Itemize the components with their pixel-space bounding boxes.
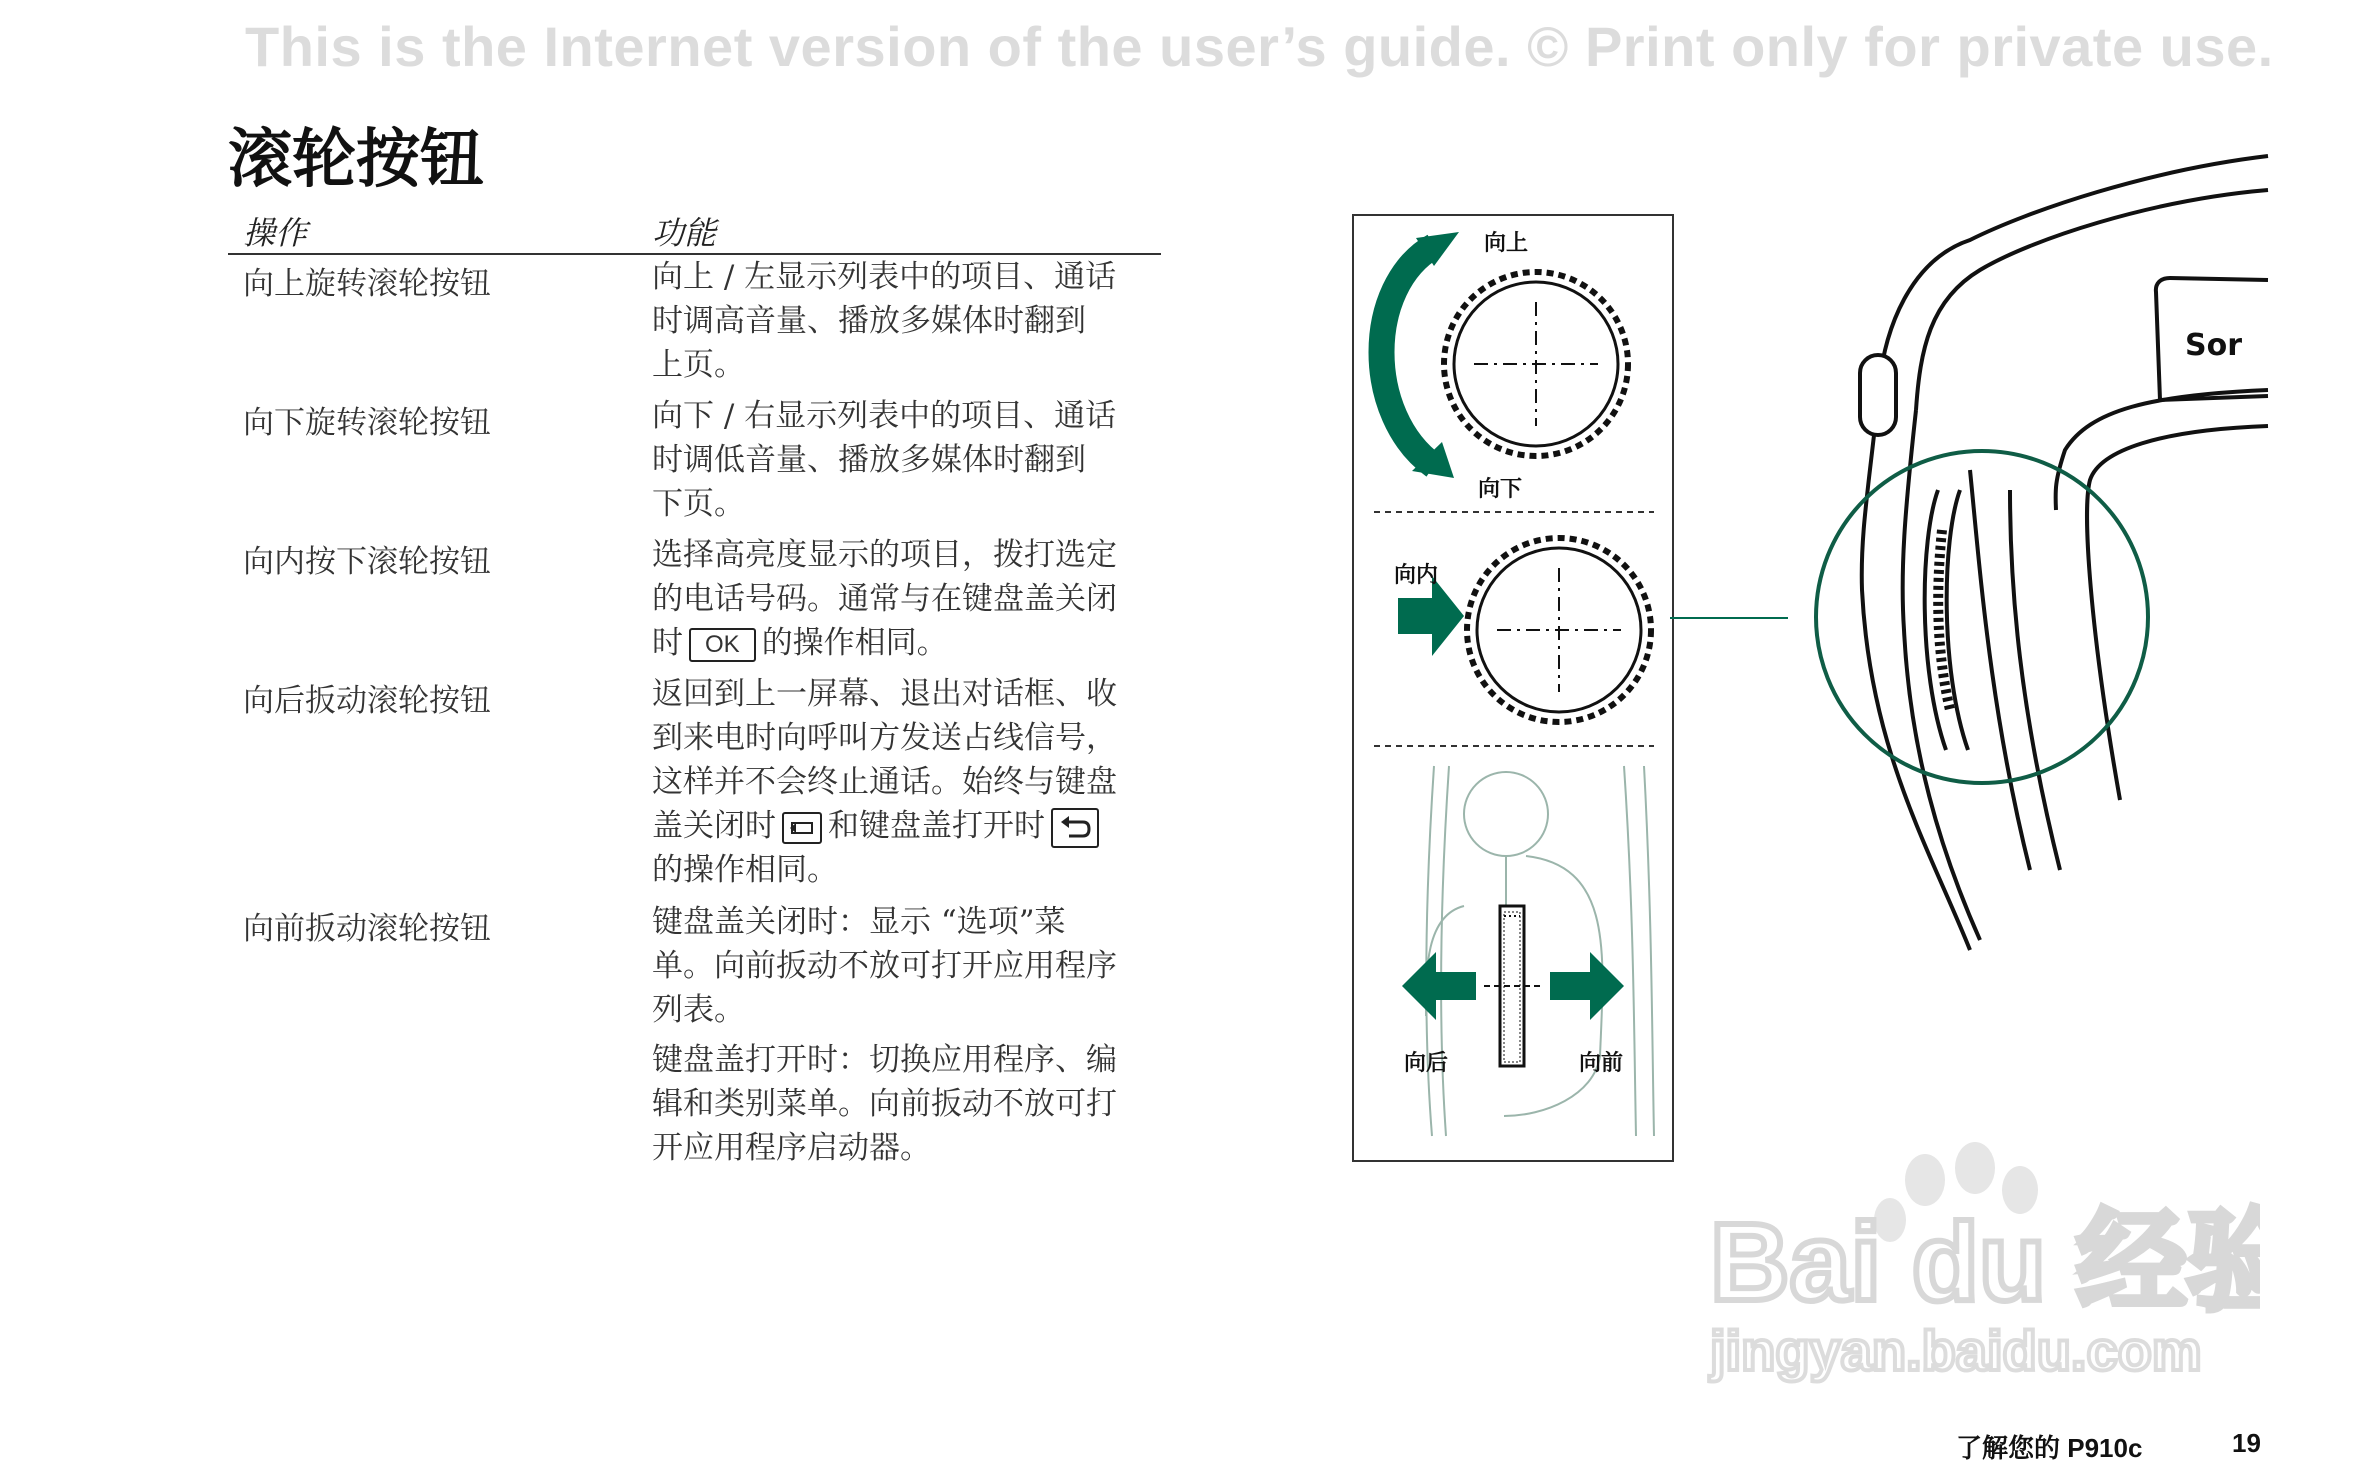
label-down: 向下: [1478, 477, 1523, 502]
gear-icon: [1467, 538, 1651, 722]
function-line: 开应用程序启动器。: [652, 1130, 931, 1166]
gear-icon: [1444, 272, 1628, 456]
function-line: 到来电时向呼叫方发送占线信号，: [652, 720, 1117, 756]
back-key-small-icon: [782, 812, 822, 844]
page-title: 滚轮按钮: [228, 123, 484, 197]
side-button-icon: [1860, 355, 1896, 435]
back-key-large-icon: [1051, 808, 1099, 848]
table-row-function: [652, 394, 1152, 526]
table-row-function: [652, 533, 1152, 665]
baidu-logo-text: Bai du 经验: [1710, 1201, 2260, 1324]
footer-page-number: 19: [2232, 1428, 2261, 1458]
table-row-operation: 向内按下滚轮按钮: [243, 544, 491, 580]
function-line: 向下 / 右显示列表中的项目、通话: [652, 398, 1117, 434]
function-line: 列表。: [652, 992, 745, 1028]
function-line: 键盘盖打开时：切换应用程序、编: [652, 1042, 1117, 1078]
function-line: 下页。: [652, 486, 745, 522]
rotate-arrow-icon: [1382, 246, 1435, 466]
function-line: 辑和类别菜单。向前扳动不放可打: [652, 1086, 1117, 1122]
top-watermark: This is the Internet version of the user’s guide. © Print only for private use.: [245, 15, 2274, 78]
function-line: 返回到上一屏幕、退出对话框、收: [652, 676, 1117, 712]
back-arrow-icon: [1402, 952, 1476, 1020]
scroll-wheel-closeup-icon: [1925, 490, 1968, 750]
label-back: 向后: [1404, 1051, 1449, 1076]
column-header-operation: 操作: [243, 214, 308, 252]
function-line: 时 OK 的操作相同。: [652, 625, 948, 661]
label-in: 向内: [1394, 563, 1439, 588]
label-up: 向上: [1484, 231, 1529, 256]
baidu-url-text: jingyan.baidu.com: [1710, 1319, 2202, 1382]
table-row-function: [652, 672, 1152, 892]
label-forward: 向前: [1579, 1051, 1624, 1076]
function-line: 盖关闭时 和键盘盖打开时: [652, 804, 1152, 848]
table-row-operation: 向上旋转滚轮按钮: [243, 266, 491, 302]
footer-section-title: 了解您的 P910c: [1956, 1433, 2143, 1463]
scroll-wheel-diagram: [1354, 216, 1672, 1160]
function-line: 单。向前扳动不放可打开应用程序: [652, 948, 1117, 984]
phone-side-illustration: [1670, 150, 2270, 970]
function-line: 时调高音量、播放多媒体时翻到: [652, 303, 1086, 339]
function-line: 选择高亮度显示的项目，拨打选定: [652, 537, 1117, 573]
function-line: 上页。: [652, 347, 745, 383]
column-header-function: 功能: [652, 214, 717, 252]
scroll-wheel-figure: [1352, 214, 1674, 1162]
function-line: 这样并不会终止通话。始终与键盘: [652, 764, 1117, 800]
function-line: 键盘盖关闭时：显示 “选项”菜: [652, 904, 1066, 940]
function-line: 的操作相同。: [652, 852, 838, 888]
table-row-operation: 向后扳动滚轮按钮: [243, 683, 491, 719]
function-line: 的电话号码。通常与在键盘盖关闭: [652, 581, 1117, 617]
function-line: 向上 / 左显示列表中的项目、通话: [652, 259, 1117, 295]
forward-arrow-icon: [1550, 952, 1624, 1020]
side-view-outline: [1426, 766, 1654, 1136]
baidu-watermark: [1700, 1130, 2260, 1390]
function-line: 时调低音量、播放多媒体时翻到: [652, 442, 1086, 478]
table-row-function: [652, 255, 1152, 387]
ok-key-icon: OK: [689, 628, 756, 662]
table-row-function: [652, 900, 1152, 1170]
table-row-operation: 向前扳动滚轮按钮: [243, 911, 491, 947]
table-row-operation: 向下旋转滚轮按钮: [243, 405, 491, 441]
brand-text: Sor: [2185, 328, 2243, 363]
